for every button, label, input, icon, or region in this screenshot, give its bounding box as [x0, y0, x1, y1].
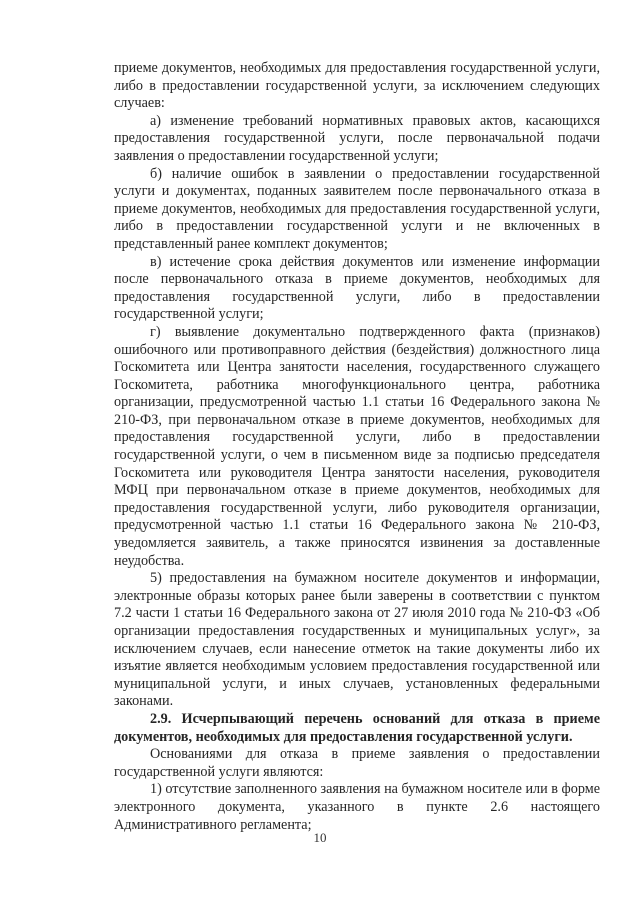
page-number: 10	[313, 830, 327, 845]
paragraph-continuation: приеме документов, необходимых для предоставления государственной услуги, либо в предоставлении государственной услуги, за исключением следующих случаев:	[114, 60, 600, 112]
paragraph-item-b: б) наличие ошибок в заявлении о предоставлении государственной услуги и документах, поданных заявителем после первоначального отказа в приеме документов, необходимых для предоставления государственной услуги, либо в предоставлении государственной услуги и не включенных в представленный ранее комплект документов;	[114, 165, 600, 252]
paragraph-item-5: 5) предоставления на бумажном носителе документов и информации, электронные образы которых ранее были заверены в соответствии с пунктом 7.2 части 1 статьи 16 Федерального закона от 27 июля 2010 года № 210-ФЗ «Об организации предоставления государственных и муниципальных услуг», за исключением случаев, если нанесение отметок на такие документы либо их изъятие является необходимым условием предоставления государственной или муниципальной услуги, и иных случаев, установленных федеральными законами.	[114, 570, 600, 710]
section-heading-text: Исчерпывающий перечень оснований для отказа в приеме документов, необходимых для предоставления государственной услуги.	[114, 710, 600, 745]
paragraph-grounds-intro: Основаниями для отказа в приеме заявления о предоставлении государственной услуги являются:	[114, 746, 600, 780]
paragraph-item-g: г) выявление документально подтвержденного факта (признаков) ошибочного или противоправного действия (бездействия) должностного лица Госкомитета или Центра занятости населения, государственного служащего Госкомитета, работника многофункционального центра, работника организации, предусмотренной частью 1.1 статьи 16 Федерального закона № 210-ФЗ, при первоначальном отказе в приеме документов, необходимых для предоставления государственной услуги, либо в предоставлении государственной услуги, о чем в письменном виде за подписью председателя Госкомитета или руководителя Центра занятости населения, руководителя МФЦ при первоначальном отказе в приеме документов, необходимых для предоставления государственной услуги, либо руководителя организации, предусмотренной частью 1.1 статьи 16 Федерального закона № 210-ФЗ, уведомляется заявитель, а также приносятся извинения за доставленные неудобства.	[114, 323, 600, 569]
section-heading	[114, 711, 600, 746]
paragraph-ground-1: 1) отсутствие заполненного заявления на бумажном носителе или в форме электронного документа, указанного в пункте 2.6 настоящего Административного регламента;	[114, 781, 600, 833]
section-number: 2.9.	[150, 710, 172, 727]
paragraph-item-v: в) истечение срока действия документов или изменение информации после первоначального отказа в приеме документов, необходимых для предоставления государственной услуги, либо в предоставлении государственной услуги;	[114, 253, 600, 323]
paragraph-item-a: а) изменение требований нормативных правовых актов, касающихся предоставления государственной услуги, после первоначальной подачи заявления о предоставлении государственной услуги;	[114, 112, 600, 164]
document-body	[114, 60, 600, 834]
